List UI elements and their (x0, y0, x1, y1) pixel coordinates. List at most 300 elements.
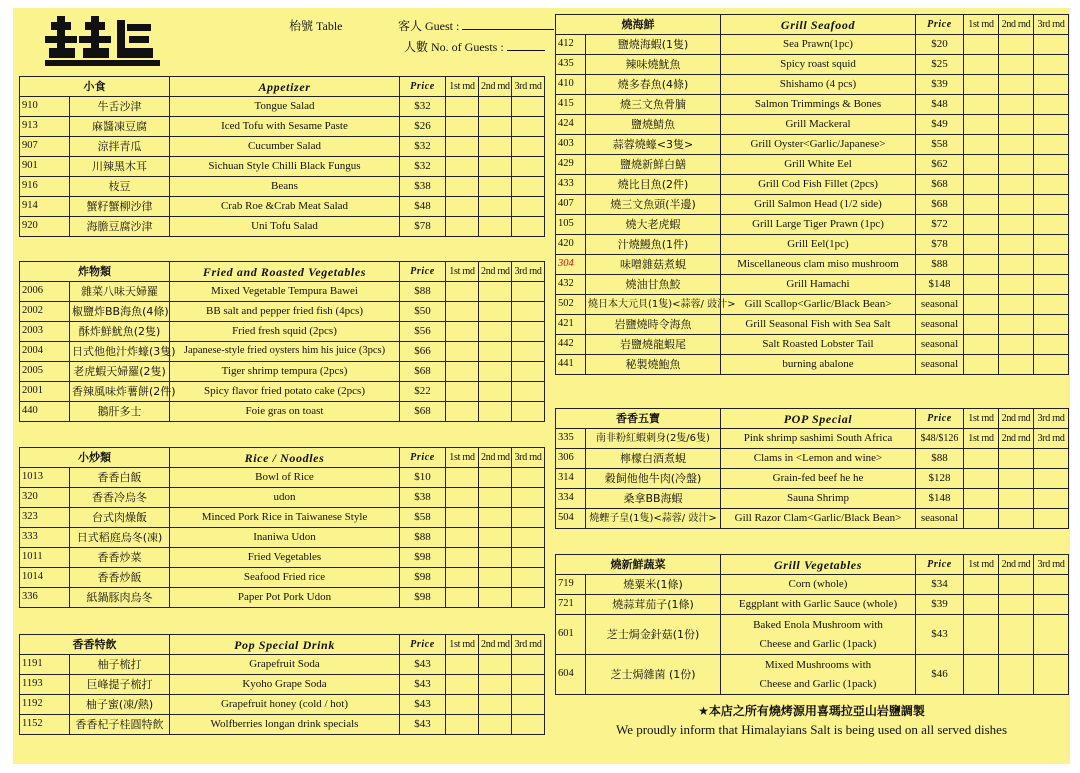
round-2-header: 2nd rnd (479, 262, 512, 282)
item-name-en: Miscellaneous clam miso mushroom (721, 255, 916, 275)
section-title-zh: 燒海鮮 (556, 15, 721, 35)
item-code: 304 (556, 255, 586, 275)
round-1-cell[interactable] (964, 235, 999, 255)
round-3-header: 3rd rnd (1034, 15, 1069, 35)
item-code: 441 (556, 355, 586, 375)
round-2-cell[interactable]: 2nd rnd (999, 429, 1034, 449)
round-3-cell[interactable] (512, 488, 545, 508)
round-2-cell[interactable] (999, 35, 1034, 55)
menu-row (20, 382, 545, 402)
item-name-en: Eggplant with Garlic Sauce (whole) (721, 595, 916, 615)
round-2-header: 2nd rnd (999, 15, 1034, 35)
item-price: $66 (400, 342, 446, 362)
round-1-header: 1st rnd (964, 409, 999, 429)
section-title-en: Pop Special Drink (170, 635, 400, 655)
item-name-en: Sea Prawn(1pc) (721, 35, 916, 55)
round-1-header: 1st rnd (446, 635, 479, 655)
item-name-zh: 辣味燒魷魚 (586, 55, 721, 75)
item-code: 2005 (20, 362, 70, 382)
menu-row (556, 469, 1069, 489)
round-2-cell[interactable] (479, 382, 512, 402)
item-name-en: Tiger shrimp tempura (2pcs) (170, 362, 400, 382)
round-2-cell[interactable] (999, 315, 1034, 335)
round-3-cell[interactable] (512, 548, 545, 568)
round-1-cell[interactable] (964, 655, 999, 695)
appetizer-table (19, 76, 545, 237)
round-1-cell[interactable]: 1st rnd (964, 429, 999, 449)
menu-row (20, 342, 545, 362)
round-3-cell[interactable] (512, 588, 545, 608)
round-1-cell[interactable] (446, 568, 479, 588)
item-code: 314 (556, 469, 586, 489)
round-3-cell[interactable] (512, 568, 545, 588)
item-code: 335 (556, 429, 586, 449)
round-1-cell[interactable] (446, 282, 479, 302)
item-name-en: Pink shrimp sashimi South Africa (721, 429, 916, 449)
round-1-cell[interactable] (964, 355, 999, 375)
round-2-cell[interactable] (999, 509, 1034, 529)
round-1-cell[interactable] (446, 322, 479, 342)
item-code: 334 (556, 489, 586, 509)
item-price: $39 (916, 595, 964, 615)
round-3-cell[interactable] (512, 137, 545, 157)
round-3-cell[interactable] (1034, 275, 1069, 295)
round-2-cell[interactable] (479, 508, 512, 528)
item-name-zh: 燒蟶子皇(1隻)<蒜蓉/ 豉汁> (586, 509, 721, 529)
item-price: $50 (400, 302, 446, 322)
section-header (556, 555, 1069, 575)
round-2-cell[interactable] (479, 468, 512, 488)
menu-row (20, 568, 545, 588)
round-1-cell[interactable] (964, 489, 999, 509)
round-1-cell[interactable] (964, 575, 999, 595)
item-name-en: Gill Razor Clam<Garlic/Black Bean> (721, 509, 916, 529)
round-3-cell[interactable] (512, 157, 545, 177)
guest-name-line[interactable] (462, 19, 554, 30)
round-3-cell[interactable] (512, 177, 545, 197)
menu-row (556, 95, 1069, 115)
menu-row (556, 155, 1069, 175)
round-1-cell[interactable] (964, 75, 999, 95)
round-3-cell[interactable] (1034, 155, 1069, 175)
item-price: $128 (916, 469, 964, 489)
round-1-cell[interactable] (964, 175, 999, 195)
round-2-cell[interactable] (479, 177, 512, 197)
round-3-header: 3rd rnd (512, 262, 545, 282)
round-2-cell[interactable] (999, 275, 1034, 295)
menu-row (556, 509, 1069, 529)
item-price: $68 (916, 175, 964, 195)
section-title-en: Rice / Noodles (170, 448, 400, 468)
round-3-cell[interactable] (512, 468, 545, 488)
round-3-cell[interactable] (1034, 335, 1069, 355)
round-1-cell[interactable] (446, 488, 479, 508)
item-code: 429 (556, 155, 586, 175)
round-2-cell[interactable] (479, 302, 512, 322)
round-1-cell[interactable] (964, 295, 999, 315)
round-2-cell[interactable] (479, 137, 512, 157)
menu-row (556, 135, 1069, 155)
round-2-cell[interactable] (999, 595, 1034, 615)
grill-seafood-table (555, 14, 1069, 375)
item-name-en: Crab Roe &Crab Meat Salad (170, 197, 400, 217)
round-1-cell[interactable] (964, 215, 999, 235)
section-header (20, 448, 545, 468)
round-3-cell[interactable] (1034, 135, 1069, 155)
round-1-cell[interactable] (964, 509, 999, 529)
round-1-cell[interactable] (446, 342, 479, 362)
section-title-zh: 小炒類 (20, 448, 170, 468)
item-name-zh: 燒油甘魚鮫 (586, 275, 721, 295)
round-3-cell[interactable] (512, 302, 545, 322)
menu-row (20, 97, 545, 117)
round-3-cell[interactable] (1034, 575, 1069, 595)
item-name-en: Spicy roast squid (721, 55, 916, 75)
item-price: $78 (916, 235, 964, 255)
menu-row (556, 575, 1069, 595)
round-2-cell[interactable] (999, 235, 1034, 255)
item-name-zh: 香香冷烏冬 (70, 488, 170, 508)
round-3-cell[interactable] (512, 675, 545, 695)
item-price: seasonal (916, 295, 964, 315)
item-price: $68 (400, 402, 446, 422)
guest-count-line[interactable] (507, 40, 545, 51)
item-price: $38 (400, 488, 446, 508)
round-1-cell[interactable] (446, 715, 479, 735)
round-1-cell[interactable] (446, 468, 479, 488)
round-2-cell[interactable] (479, 157, 512, 177)
item-code: 721 (556, 595, 586, 615)
round-3-cell[interactable] (512, 715, 545, 735)
round-1-cell[interactable] (964, 55, 999, 75)
section-header (20, 635, 545, 655)
round-2-cell[interactable] (999, 195, 1034, 215)
item-name-en: Inaniwa Udon (170, 528, 400, 548)
item-code: 306 (556, 449, 586, 469)
round-1-cell[interactable] (446, 197, 479, 217)
menu-row (20, 655, 545, 675)
round-2-cell[interactable] (479, 197, 512, 217)
item-code: 2004 (20, 342, 70, 362)
round-1-cell[interactable] (964, 275, 999, 295)
round-1-cell[interactable] (446, 548, 479, 568)
price-header: Price (400, 448, 446, 468)
round-3-cell[interactable] (1034, 315, 1069, 335)
section-title-en: Grill Vegetables (721, 555, 916, 575)
item-name-en: Sichuan Style Chilli Black Fungus (170, 157, 400, 177)
item-code: 323 (20, 508, 70, 528)
round-2-cell[interactable] (999, 615, 1034, 655)
item-name-en: BB salt and pepper fried fish (4pcs) (170, 302, 400, 322)
item-code: 1191 (20, 655, 70, 675)
item-code: 435 (556, 55, 586, 75)
item-name-zh: 蒜蓉燒蠔<3隻> (586, 135, 721, 155)
item-name-en (721, 655, 916, 695)
item-name-zh: 椒鹽炸BB海魚(4條) (70, 302, 170, 322)
round-3-cell[interactable] (512, 508, 545, 528)
round-1-cell[interactable] (964, 595, 999, 615)
item-price: $20 (916, 35, 964, 55)
round-3-cell[interactable] (1034, 509, 1069, 529)
item-name-zh: 香辣風味炸薯餅(2件) (70, 382, 170, 402)
menu-row (20, 588, 545, 608)
round-3-cell[interactable] (512, 322, 545, 342)
item-code: 719 (556, 575, 586, 595)
menu-row (20, 548, 545, 568)
round-3-cell[interactable] (1034, 469, 1069, 489)
round-2-cell[interactable] (999, 255, 1034, 275)
table-number-label: 枱號 Table (289, 19, 343, 33)
round-3-cell[interactable] (1034, 355, 1069, 375)
round-3-cell[interactable] (1034, 295, 1069, 315)
round-3-cell[interactable] (512, 342, 545, 362)
round-3-cell[interactable] (512, 695, 545, 715)
round-2-cell[interactable] (479, 695, 512, 715)
round-1-cell[interactable] (446, 695, 479, 715)
menu-row (556, 335, 1069, 355)
round-1-cell[interactable] (446, 137, 479, 157)
round-1-cell[interactable] (446, 588, 479, 608)
item-price: $78 (400, 217, 446, 237)
round-3-cell[interactable] (512, 197, 545, 217)
item-name-zh: 日式他他汁炸蠔(3隻) (70, 342, 170, 362)
round-1-cell[interactable] (964, 615, 999, 655)
round-2-cell[interactable] (999, 215, 1034, 235)
round-3-cell[interactable] (1034, 195, 1069, 215)
item-name-zh: 香香炒菜 (70, 548, 170, 568)
item-code: 407 (556, 195, 586, 215)
round-3-cell[interactable] (1034, 175, 1069, 195)
round-2-cell[interactable] (999, 335, 1034, 355)
round-2-cell[interactable] (999, 115, 1034, 135)
round-1-cell[interactable] (964, 135, 999, 155)
round-1-header: 1st rnd (446, 448, 479, 468)
guest-count-field[interactable]: 人數 No. of Guests : (404, 38, 545, 55)
round-1-cell[interactable] (446, 528, 479, 548)
round-2-cell[interactable] (479, 548, 512, 568)
item-code: 502 (556, 295, 586, 315)
round-1-cell[interactable] (964, 195, 999, 215)
round-3-cell[interactable] (512, 402, 545, 422)
section-title-zh: 小食 (20, 77, 170, 97)
round-2-cell[interactable] (999, 75, 1034, 95)
round-2-cell[interactable] (999, 355, 1034, 375)
menu-row (556, 235, 1069, 255)
item-name-zh: 巨峰提子梳打 (70, 675, 170, 695)
item-price: $68 (400, 362, 446, 382)
item-name-en: burning abalone (721, 355, 916, 375)
round-3-cell[interactable] (1034, 595, 1069, 615)
item-name-zh: 燒多春魚(4條) (586, 75, 721, 95)
item-code: 901 (20, 157, 70, 177)
menu-row (20, 302, 545, 322)
round-3-header: 3rd rnd (512, 77, 545, 97)
menu-row (556, 175, 1069, 195)
round-1-cell[interactable] (446, 217, 479, 237)
round-2-cell[interactable] (479, 528, 512, 548)
item-price: $148 (916, 275, 964, 295)
round-1-cell[interactable] (446, 157, 479, 177)
item-price: $32 (400, 137, 446, 157)
round-1-cell[interactable] (446, 362, 479, 382)
round-3-cell[interactable] (1034, 55, 1069, 75)
round-3-header: 3rd rnd (512, 635, 545, 655)
round-1-cell[interactable] (446, 655, 479, 675)
round-2-cell[interactable] (479, 588, 512, 608)
round-3-cell[interactable] (1034, 75, 1069, 95)
round-2-cell[interactable] (479, 97, 512, 117)
round-2-cell[interactable] (479, 655, 512, 675)
round-3-cell[interactable] (1034, 449, 1069, 469)
round-2-cell[interactable] (479, 675, 512, 695)
item-code: 913 (20, 117, 70, 137)
round-2-cell[interactable] (999, 95, 1034, 115)
guest-name-field[interactable]: 客人 Guest : (398, 17, 554, 34)
item-name-en: Grill Seasonal Fish with Sea Salt (721, 315, 916, 335)
item-name-zh: 南非粉紅蝦刺身(2隻/6隻) (586, 429, 721, 449)
round-1-cell[interactable] (964, 155, 999, 175)
section-header (20, 262, 545, 282)
item-name-zh: 川辣黑木耳 (70, 157, 170, 177)
round-2-cell[interactable] (479, 488, 512, 508)
round-3-cell[interactable] (512, 362, 545, 382)
round-3-cell[interactable]: 3rd rnd (1034, 429, 1069, 449)
round-2-cell[interactable] (999, 655, 1034, 695)
item-price: $46 (916, 655, 964, 695)
menu-row (20, 157, 545, 177)
round-1-cell[interactable] (964, 469, 999, 489)
round-3-cell[interactable] (1034, 235, 1069, 255)
round-2-cell[interactable] (999, 489, 1034, 509)
round-2-cell[interactable] (999, 135, 1034, 155)
round-1-cell[interactable] (964, 115, 999, 135)
round-1-cell[interactable] (446, 675, 479, 695)
round-2-cell[interactable] (479, 568, 512, 588)
round-2-cell[interactable] (999, 55, 1034, 75)
round-2-cell[interactable] (479, 362, 512, 382)
menu-row (556, 255, 1069, 275)
item-code: 601 (556, 615, 586, 655)
item-price: $43 (400, 695, 446, 715)
round-3-cell[interactable] (512, 217, 545, 237)
item-name-en: Grill Hamachi (721, 275, 916, 295)
item-name-en: Gill Scallop<Garlic/Black Bean> (721, 295, 916, 315)
round-1-cell[interactable] (446, 302, 479, 322)
round-3-cell[interactable] (1034, 655, 1069, 695)
round-2-cell[interactable] (999, 155, 1034, 175)
item-name-en-line1: Mixed Mushrooms with (764, 658, 872, 671)
round-1-cell[interactable] (446, 177, 479, 197)
round-2-cell[interactable] (999, 449, 1034, 469)
item-price: seasonal (916, 355, 964, 375)
item-price: $68 (916, 195, 964, 215)
section-header (556, 409, 1069, 429)
item-price: $43 (400, 675, 446, 695)
item-name-en-line2: Cheese and Garlic (1pack) (759, 677, 877, 690)
round-3-cell[interactable] (1034, 615, 1069, 655)
round-1-cell[interactable] (446, 508, 479, 528)
menu-row (20, 468, 545, 488)
round-3-cell[interactable] (1034, 115, 1069, 135)
menu-row (556, 449, 1069, 469)
item-name-zh: 芝士焗金針菇(1份) (586, 615, 721, 655)
item-name-en: Grill Cod Fish Fillet (2pcs) (721, 175, 916, 195)
section-title-en: POP Special (721, 409, 916, 429)
round-3-cell[interactable] (1034, 489, 1069, 509)
item-name-en: Kyoho Grape Soda (170, 675, 400, 695)
menu-row (556, 115, 1069, 135)
item-price: $62 (916, 155, 964, 175)
round-1-cell[interactable] (446, 97, 479, 117)
item-name-en: Beans (170, 177, 400, 197)
price-header: Price (400, 77, 446, 97)
round-2-cell[interactable] (479, 117, 512, 137)
item-price: seasonal (916, 315, 964, 335)
round-2-cell[interactable] (479, 402, 512, 422)
round-2-cell[interactable] (479, 282, 512, 302)
item-name-zh: 芝士焗雜菌 (1份) (586, 655, 721, 695)
round-1-cell[interactable] (446, 117, 479, 137)
round-2-cell[interactable] (479, 715, 512, 735)
item-name-zh: 燒三文魚頭(半邊) (586, 195, 721, 215)
round-3-cell[interactable] (1034, 215, 1069, 235)
round-3-cell[interactable] (512, 655, 545, 675)
round-1-cell[interactable] (964, 449, 999, 469)
round-1-cell[interactable] (964, 315, 999, 335)
item-code: 1013 (20, 468, 70, 488)
round-2-cell[interactable] (999, 295, 1034, 315)
round-2-cell[interactable] (479, 322, 512, 342)
round-1-cell[interactable] (964, 255, 999, 275)
menu-row (556, 315, 1069, 335)
item-name-zh: 日式稻庭烏冬(凍) (70, 528, 170, 548)
round-2-cell[interactable] (999, 575, 1034, 595)
menu-row (556, 275, 1069, 295)
item-code: 504 (556, 509, 586, 529)
round-3-cell[interactable] (1034, 35, 1069, 55)
item-price: $32 (400, 97, 446, 117)
round-3-cell[interactable] (512, 97, 545, 117)
item-name-zh: 酥炸鮮魷魚(2隻) (70, 322, 170, 342)
round-2-cell[interactable] (999, 469, 1034, 489)
round-3-cell[interactable] (1034, 95, 1069, 115)
item-price: $49 (916, 115, 964, 135)
round-1-cell[interactable] (964, 335, 999, 355)
round-2-cell[interactable] (999, 175, 1034, 195)
round-1-cell[interactable] (446, 382, 479, 402)
menu-row (20, 508, 545, 528)
round-3-cell[interactable] (1034, 255, 1069, 275)
item-code: 442 (556, 335, 586, 355)
item-price: $98 (400, 588, 446, 608)
round-2-cell[interactable] (479, 342, 512, 362)
menu-row (556, 35, 1069, 55)
drink-table (19, 634, 545, 735)
round-1-cell[interactable] (964, 35, 999, 55)
round-3-cell[interactable] (512, 282, 545, 302)
round-3-cell[interactable] (512, 528, 545, 548)
item-price: seasonal (916, 335, 964, 355)
section-title-zh: 炸物類 (20, 262, 170, 282)
item-name-zh: 燒三文魚骨腩 (586, 95, 721, 115)
round-1-cell[interactable] (964, 95, 999, 115)
item-code: 604 (556, 655, 586, 695)
round-1-header: 1st rnd (964, 555, 999, 575)
round-3-cell[interactable] (512, 117, 545, 137)
round-2-cell[interactable] (479, 217, 512, 237)
round-1-cell[interactable] (446, 402, 479, 422)
round-3-cell[interactable] (512, 382, 545, 402)
